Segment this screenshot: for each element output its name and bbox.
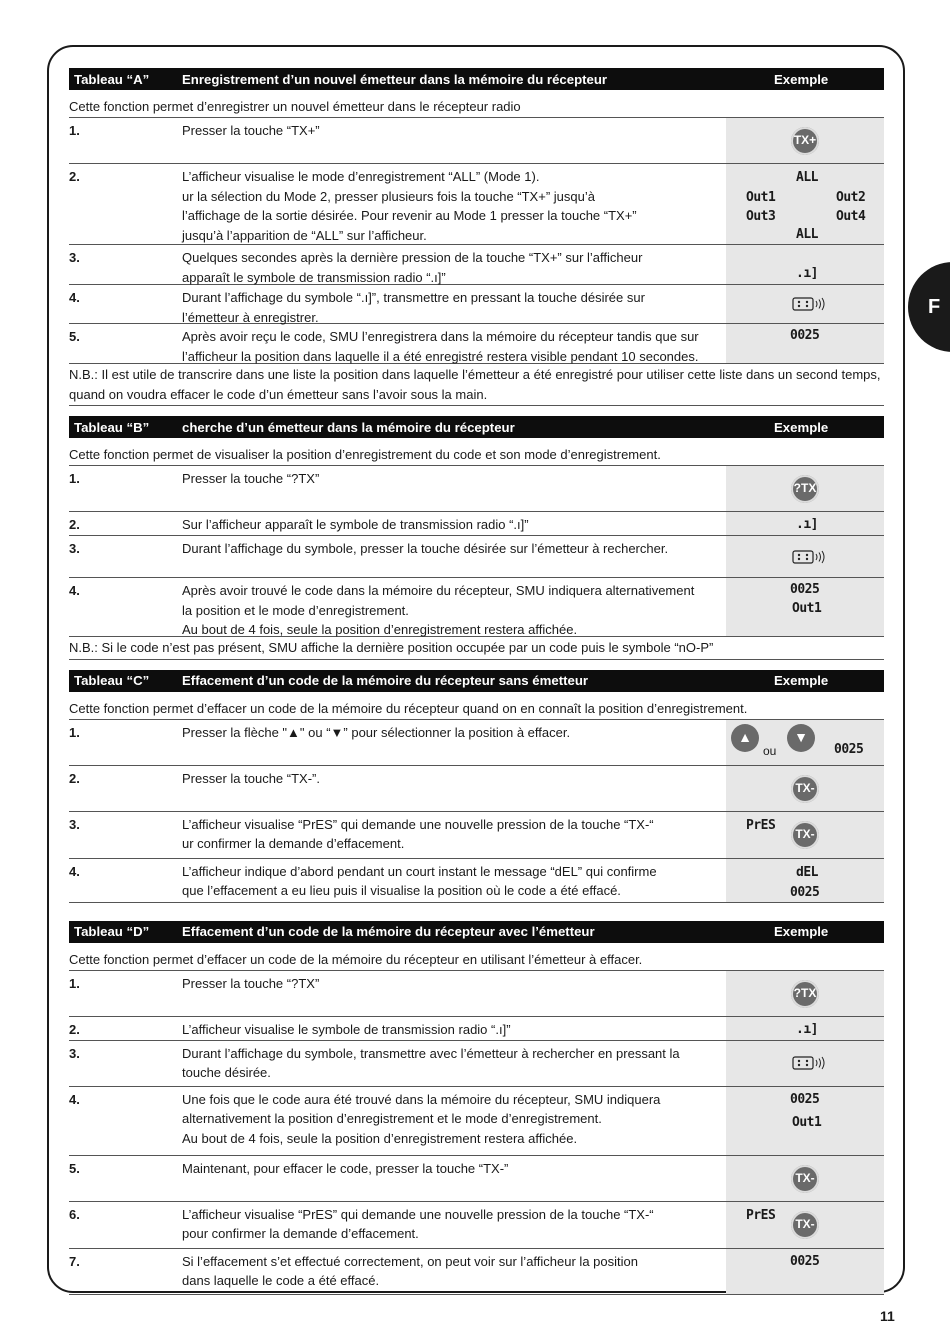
table-a (69, 68, 884, 406)
arrow-down-icon: ▼ (787, 724, 815, 752)
step-line: l’affichage de la sortie désirée. Pour revenir au Mode 1 presser la touche “TX+” (182, 208, 637, 223)
table-header (69, 921, 884, 943)
step-line: Au bout de 4 fois, seule la position d’enregistrement restera affichée. (182, 622, 578, 637)
example-cell (726, 812, 884, 858)
step-number: 5. (69, 1160, 80, 1176)
step-line: Durant l’affichage du symbole, transmettre avec l’émetteur à rechercher en pressant la (182, 1045, 680, 1061)
step-number: 1. (69, 975, 80, 991)
step-line: Maintenant, pour effacer le code, presser la touche “TX-” (182, 1160, 509, 1176)
table-row (69, 578, 884, 637)
table-row (69, 1249, 884, 1295)
arrow-up-icon: ▲ (731, 724, 759, 752)
lcd-radio-symbol: .ı] (796, 517, 818, 532)
step-number: 3. (69, 816, 80, 832)
step-line: ur confirmer la demande d’effacement. (182, 836, 405, 851)
page-number: 11 (880, 1308, 895, 1324)
step-line: pour confirmer la demande d’effacement. (182, 1226, 419, 1241)
example-cell (726, 536, 884, 577)
language-tab (908, 262, 950, 352)
table-row (69, 1041, 884, 1087)
step-line: Presser la touche “TX-”. (182, 770, 320, 786)
example-cell (726, 766, 884, 811)
step-line: L’afficheur visualise “PrES” qui demande une nouvelle pression de la touche “TX-“ (182, 1206, 654, 1222)
table-row (69, 1017, 884, 1041)
table-d (69, 921, 884, 1295)
step-text (182, 118, 726, 163)
step-line: L’afficheur visualise le symbole de transmission radio “.ı]” (182, 1021, 511, 1037)
step-line: Si l’effacement s’et effectué correctement, on peut voir sur l’afficheur la position (182, 1253, 638, 1269)
lcd-radio-symbol: .ı] (796, 266, 818, 281)
remote-transmit-icon (792, 550, 826, 564)
query-tx-button: ?TX (791, 475, 819, 503)
step-number: 6. (69, 1206, 80, 1222)
example-cell (726, 512, 884, 535)
step-number: 5. (69, 329, 80, 344)
step-number: 4. (69, 863, 80, 879)
remote-transmit-icon (792, 1056, 826, 1070)
step-line: Presser la flèche "▲" ou “▼” pour sélectionner la position à effacer. (182, 724, 571, 740)
lcd-code: 0025 (790, 1091, 820, 1107)
lcd-out1: Out1 (746, 190, 776, 205)
table-label: Tableau “A” (74, 71, 150, 87)
table-row (69, 285, 884, 324)
tx-minus-button: TX- (791, 775, 819, 803)
step-text (182, 766, 726, 811)
step-line: l’émetteur à enregistrer. (182, 309, 319, 325)
step-line: que l’effacement a eu lieu puis il visualise la position où le code a été effacé. (182, 883, 621, 898)
tx-minus-button: TX- (791, 1211, 819, 1239)
step-text (182, 512, 726, 535)
tx-minus-button: TX- (791, 821, 819, 849)
step-line: Après avoir trouvé le code dans la mémoire du récepteur, SMU indiquera alternativement (182, 583, 695, 598)
example-heading: Exemple (774, 419, 829, 435)
step-line: Sur l’afficheur apparaît le symbole de transmission radio “.ı]” (182, 517, 529, 532)
step-line: L’afficheur indique d’abord pendant un court instant le message “dEL” qui confirme (182, 863, 657, 879)
example-heading: Exemple (774, 673, 829, 688)
table-row (69, 245, 884, 285)
example-cell (726, 1087, 884, 1155)
lcd-all: ALL (796, 170, 818, 185)
lcd-pres: PrES (746, 1207, 776, 1223)
step-number: 1. (69, 471, 80, 486)
table-intro: Cette fonction permet d’enregistrer un nouvel émetteur dans le récepteur radio (69, 90, 884, 118)
step-text (182, 1156, 726, 1201)
tx-plus-button: TX+ (791, 127, 819, 155)
lcd-out1: Out1 (792, 601, 822, 616)
tx-minus-button: TX- (791, 1165, 819, 1193)
step-line: Durant l’affichage du symbole, presser la touche désirée sur l’émetteur à rechercher. (182, 541, 669, 556)
table-title: Effacement d’un code de la mémoire du récepteur avec l’émetteur (182, 924, 595, 939)
table-intro: Cette fonction permet d’effacer un code de la mémoire du récepteur en utilisant l’émetteur à effacer. (69, 943, 884, 971)
step-text (182, 971, 726, 1016)
lcd-out3: Out3 (746, 209, 776, 224)
table-label: Tableau “B” (74, 419, 150, 435)
step-number: 3. (69, 250, 80, 265)
lcd-del: dEL (796, 864, 818, 880)
step-line: Durant l’affichage du symbole “.ı]”, transmettre en pressant la touche désirée sur (182, 290, 645, 305)
table-row (69, 1087, 884, 1156)
step-line: Au bout de 4 fois, seule la position d’enregistrement restera affichée. (182, 1130, 578, 1146)
step-text (182, 245, 726, 284)
remote-transmit-icon (792, 297, 826, 311)
table-row (69, 971, 884, 1017)
step-number: 3. (69, 541, 80, 556)
table-header (69, 68, 884, 90)
example-cell (726, 164, 884, 244)
query-tx-button: ?TX (791, 980, 819, 1008)
step-number: 2. (69, 770, 80, 786)
step-line: L’afficheur visualise “PrES” qui demande une nouvelle pression de la touche “TX-“ (182, 816, 654, 832)
step-line: Presser la touche “TX+” (182, 123, 320, 138)
table-header (69, 670, 884, 692)
table-row (69, 118, 884, 164)
step-number: 2. (69, 517, 80, 532)
step-text (182, 466, 726, 511)
step-line: alternativement la position d’enregistrement et le mode d’enregistrement. (182, 1111, 602, 1126)
table-row (69, 466, 884, 512)
step-text (182, 1017, 726, 1040)
lcd-radio-symbol: .ı] (796, 1021, 818, 1037)
table-header (69, 416, 884, 438)
step-line: L’afficheur visualise le mode d’enregistrement “ALL” (Mode 1). (182, 169, 540, 184)
table-c (69, 670, 884, 903)
step-text (182, 1202, 726, 1248)
example-cell (726, 245, 884, 284)
example-cell (726, 859, 884, 902)
example-heading: Exemple (774, 924, 829, 939)
step-text (182, 1087, 726, 1155)
step-text (182, 859, 726, 902)
example-cell (726, 285, 884, 323)
content (69, 68, 884, 1295)
lcd-out4: Out4 (836, 209, 866, 224)
example-cell (726, 971, 884, 1016)
step-number: 1. (69, 123, 80, 138)
table-row (69, 859, 884, 903)
table-row (69, 812, 884, 859)
example-cell (726, 1017, 884, 1040)
step-line: dans laquelle le code a été effacé. (182, 1273, 380, 1288)
table-title: Enregistrement d’un nouvel émetteur dans la mémoire du récepteur (182, 71, 608, 87)
lcd-pres: PrES (746, 817, 776, 833)
step-line: Presser la touche “?TX” (182, 975, 320, 991)
step-number: 4. (69, 290, 80, 305)
step-line: Une fois que le code aura été trouvé dans la mémoire du récepteur, SMU indiquera (182, 1091, 661, 1107)
lcd-code: 0025 (790, 582, 820, 597)
lcd-all: ALL (796, 227, 818, 242)
step-number: 4. (69, 583, 80, 598)
step-text (182, 536, 726, 577)
example-cell (726, 1041, 884, 1086)
step-line: Quelques secondes après la dernière pression de la touche “TX+” sur l’afficheur (182, 250, 643, 265)
example-cell (726, 466, 884, 511)
lcd-code: 0025 (790, 1253, 820, 1269)
example-cell (726, 578, 884, 636)
step-line: Presser la touche “?TX” (182, 471, 320, 486)
example-heading: Exemple (774, 71, 829, 87)
table-intro: Cette fonction permet d’effacer un code de la mémoire du récepteur quand on en connaît la position d’enregistrement. (69, 692, 884, 720)
lcd-out2: Out2 (836, 190, 866, 205)
step-number: 7. (69, 1253, 80, 1269)
table-title: Effacement d’un code de la mémoire du récepteur sans émetteur (182, 673, 589, 688)
example-cell (726, 118, 884, 163)
step-text (182, 720, 726, 765)
step-line: touche désirée. (182, 1065, 271, 1080)
step-number: 4. (69, 1091, 80, 1107)
step-text (182, 812, 726, 858)
lcd-code: 0025 (790, 328, 820, 343)
step-text (182, 578, 726, 636)
step-text (182, 324, 726, 363)
or-label: ou (763, 743, 777, 758)
table-row (69, 536, 884, 578)
table-label: Tableau “C” (74, 673, 150, 688)
table-intro: Cette fonction permet de visualiser la position d’enregistrement du code et son mode d’enregistrement. (69, 438, 884, 466)
example-cell (726, 1249, 884, 1294)
step-line: l’afficheur la position dans laquelle il a été enregistré restera visible pendant 10 secondes. (182, 348, 699, 364)
table-row (69, 766, 884, 812)
table-row (69, 324, 884, 364)
example-cell (726, 1156, 884, 1201)
table-note: N.B.: Il est utile de transcrire dans une liste la position dans laquelle l’émetteur a été enregistré pour utiliser cette liste dans un second temps, quand on voudra effacer le code d’un émetteur sans l’avoir sous la main. (69, 364, 884, 406)
lcd-out1: Out1 (792, 1114, 822, 1130)
step-text (182, 285, 726, 323)
table-title: cherche d’un émetteur dans la mémoire du récepteur (182, 419, 515, 435)
step-number: 2. (69, 169, 80, 184)
table-row (69, 164, 884, 245)
step-number: 3. (69, 1045, 80, 1061)
step-line: ur la sélection du Mode 2, presser plusieurs fois la touche “TX+” jusqu’à (182, 188, 595, 204)
table-row (69, 720, 884, 766)
step-line: la position et le mode d’enregistrement. (182, 602, 409, 618)
table-note: N.B.: Si le code n’est pas présent, SMU affiche la dernière position occupée par un code puis le symbole “nO-P” (69, 637, 884, 660)
step-text (182, 164, 726, 244)
table-row (69, 1202, 884, 1249)
table-label: Tableau “D” (74, 924, 150, 939)
step-line: apparaît le symbole de transmission radio “.ı]” (182, 269, 446, 285)
example-cell (726, 1202, 884, 1248)
example-cell (726, 324, 884, 363)
example-cell (726, 720, 884, 765)
lcd-code: 0025 (790, 884, 820, 900)
table-b (69, 416, 884, 660)
step-text (182, 1249, 726, 1294)
step-text (182, 1041, 726, 1086)
step-line: Après avoir reçu le code, SMU l’enregistrera dans la mémoire du récepteur tandis que sur (182, 329, 699, 344)
lcd-code: 0025 (834, 741, 864, 757)
step-line: jusqu’à l’apparition de “ALL” sur l’afficheur. (182, 227, 427, 243)
language-tab-label: F (928, 295, 941, 318)
step-number: 1. (69, 724, 80, 740)
table-row (69, 512, 884, 536)
table-row (69, 1156, 884, 1202)
step-number: 2. (69, 1021, 80, 1037)
